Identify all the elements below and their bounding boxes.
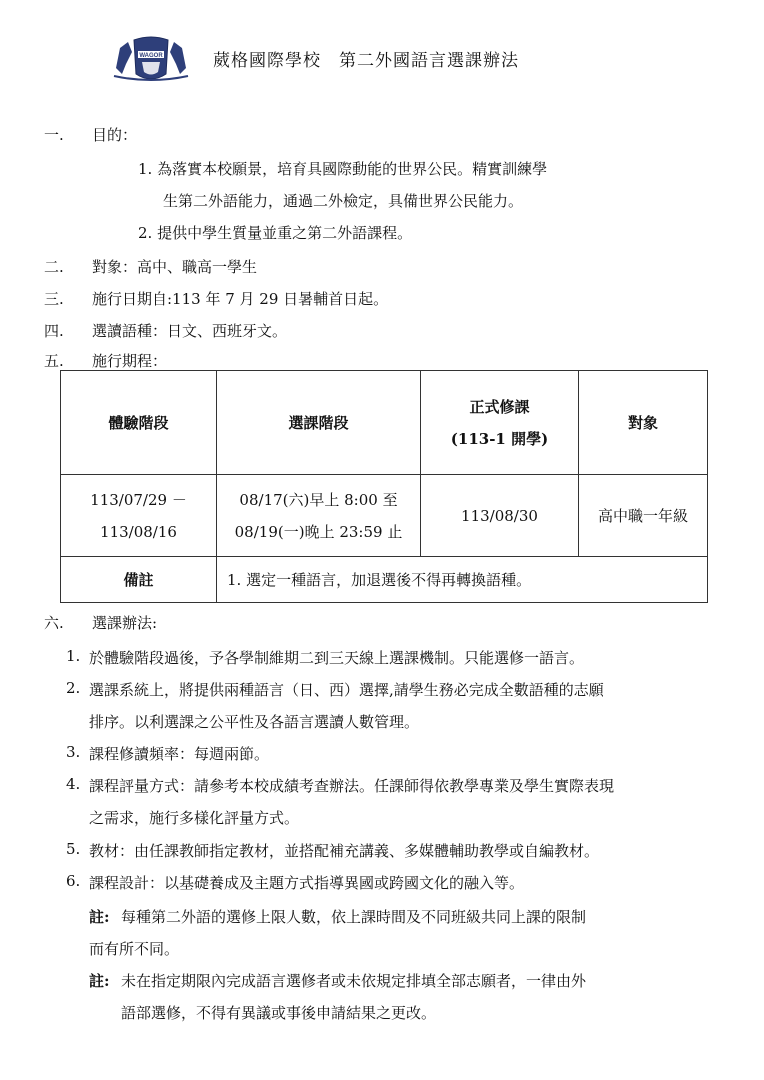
section-label: 對象：高中、職高一學生 — [92, 258, 258, 276]
section-number: 四. — [44, 322, 64, 340]
rule-text: 之需求，施行多樣化評量方式。 — [89, 809, 300, 827]
section-label: 施行日期自:113 年 7 月 29 日暑輔首日起。 — [92, 290, 389, 308]
note-text: 1. 選定一種語言，加退選後不得再轉換語種。 — [217, 557, 708, 603]
rule-text: 選課系統上，將提供兩種語言（日、西）選擇,請學生務必完成全數語種的志願 — [89, 681, 604, 699]
note-label: 註: — [89, 908, 110, 926]
note-label: 備註 — [61, 557, 217, 603]
table-header-row — [61, 371, 708, 475]
trial-end: 113/08/16 — [100, 522, 177, 541]
table-note-row — [61, 557, 708, 603]
header-formal-line2: (113-1 開學) — [450, 429, 549, 448]
section-number: 二. — [44, 258, 64, 276]
schedule-table — [60, 370, 708, 603]
selection-end: 08/19(一)晚上 23:59 止 — [234, 522, 403, 541]
selection-start: 08/17(六)早上 8:00 至 — [239, 490, 398, 509]
rule-number: 5. — [66, 840, 81, 858]
purpose-line: 生第二外語能力，通過二外檢定，具備世界公民能力。 — [163, 192, 524, 210]
purpose-line: 1. 為落實本校願景，培育具國際動能的世界公民。精實訓練學 — [138, 160, 548, 178]
rule-text: 於體驗階段過後，予各學制維期二到三天線上選課機制。只能選修一語言。 — [89, 649, 585, 667]
header-selection: 選課階段 — [217, 371, 421, 475]
header-target: 對象 — [579, 371, 708, 475]
rule-text: 課程修讀頻率：每週兩節。 — [89, 745, 270, 763]
header-formal-line1: 正式修課 — [469, 397, 530, 416]
rule-number: 1. — [66, 647, 81, 665]
section-label: 選課辦法: — [92, 614, 158, 632]
note-text: 而有所不同。 — [89, 940, 180, 958]
section-label: 目的： — [92, 126, 138, 144]
note-text: 每種第二外語的選修上限人數，依上課時間及不同班級共同上課的限制 — [121, 908, 587, 926]
rule-number: 4. — [66, 775, 81, 793]
section-number: 一. — [44, 126, 64, 144]
purpose-line: 2. 提供中學生質量並重之第二外語課程。 — [138, 224, 413, 242]
logo-text: WAGOR — [139, 53, 163, 59]
section-number: 五. — [44, 352, 64, 370]
cell-selection — [217, 475, 421, 557]
cell-target: 高中職一年級 — [579, 475, 708, 557]
rule-text: 教材：由任課教師指定教材，並搭配補充講義、多媒體輔助教學或自編教材。 — [89, 842, 600, 860]
rule-text: 課程設計：以基礎養成及主題方式指導異國或跨國文化的融入等。 — [89, 874, 525, 892]
note-text: 未在指定期限內完成語言選修者或未依規定排填全部志願者，一律由外 — [121, 972, 587, 990]
trial-start: 113/07/29 － — [90, 490, 187, 509]
cell-trial — [61, 475, 217, 557]
school-logo — [112, 34, 190, 84]
section-number: 六. — [44, 614, 64, 632]
section-number: 三. — [44, 290, 64, 308]
rule-text: 排序。以利選課之公平性及各語言選讀人數管理。 — [89, 713, 420, 731]
rule-number: 6. — [66, 872, 81, 890]
rule-text: 課程評量方式：請參考本校成績考查辦法。任課師得依教學專業及學生實際表現 — [89, 777, 615, 795]
table-row — [61, 475, 708, 557]
section-label: 施行期程： — [92, 352, 168, 370]
section-label: 選讀語種：日文、西班牙文。 — [92, 322, 288, 340]
note-label: 註: — [89, 972, 110, 990]
rule-number: 3. — [66, 743, 81, 761]
header-formal — [421, 371, 579, 475]
cell-formal: 113/08/30 — [421, 475, 579, 557]
rule-number: 2. — [66, 679, 81, 697]
page-title: 葳格國際學校 第二外國語言選課辦法 — [213, 51, 519, 71]
note-text: 語部選修，不得有異議或事後申請結果之更改。 — [121, 1004, 437, 1022]
header-trial: 體驗階段 — [61, 371, 217, 475]
